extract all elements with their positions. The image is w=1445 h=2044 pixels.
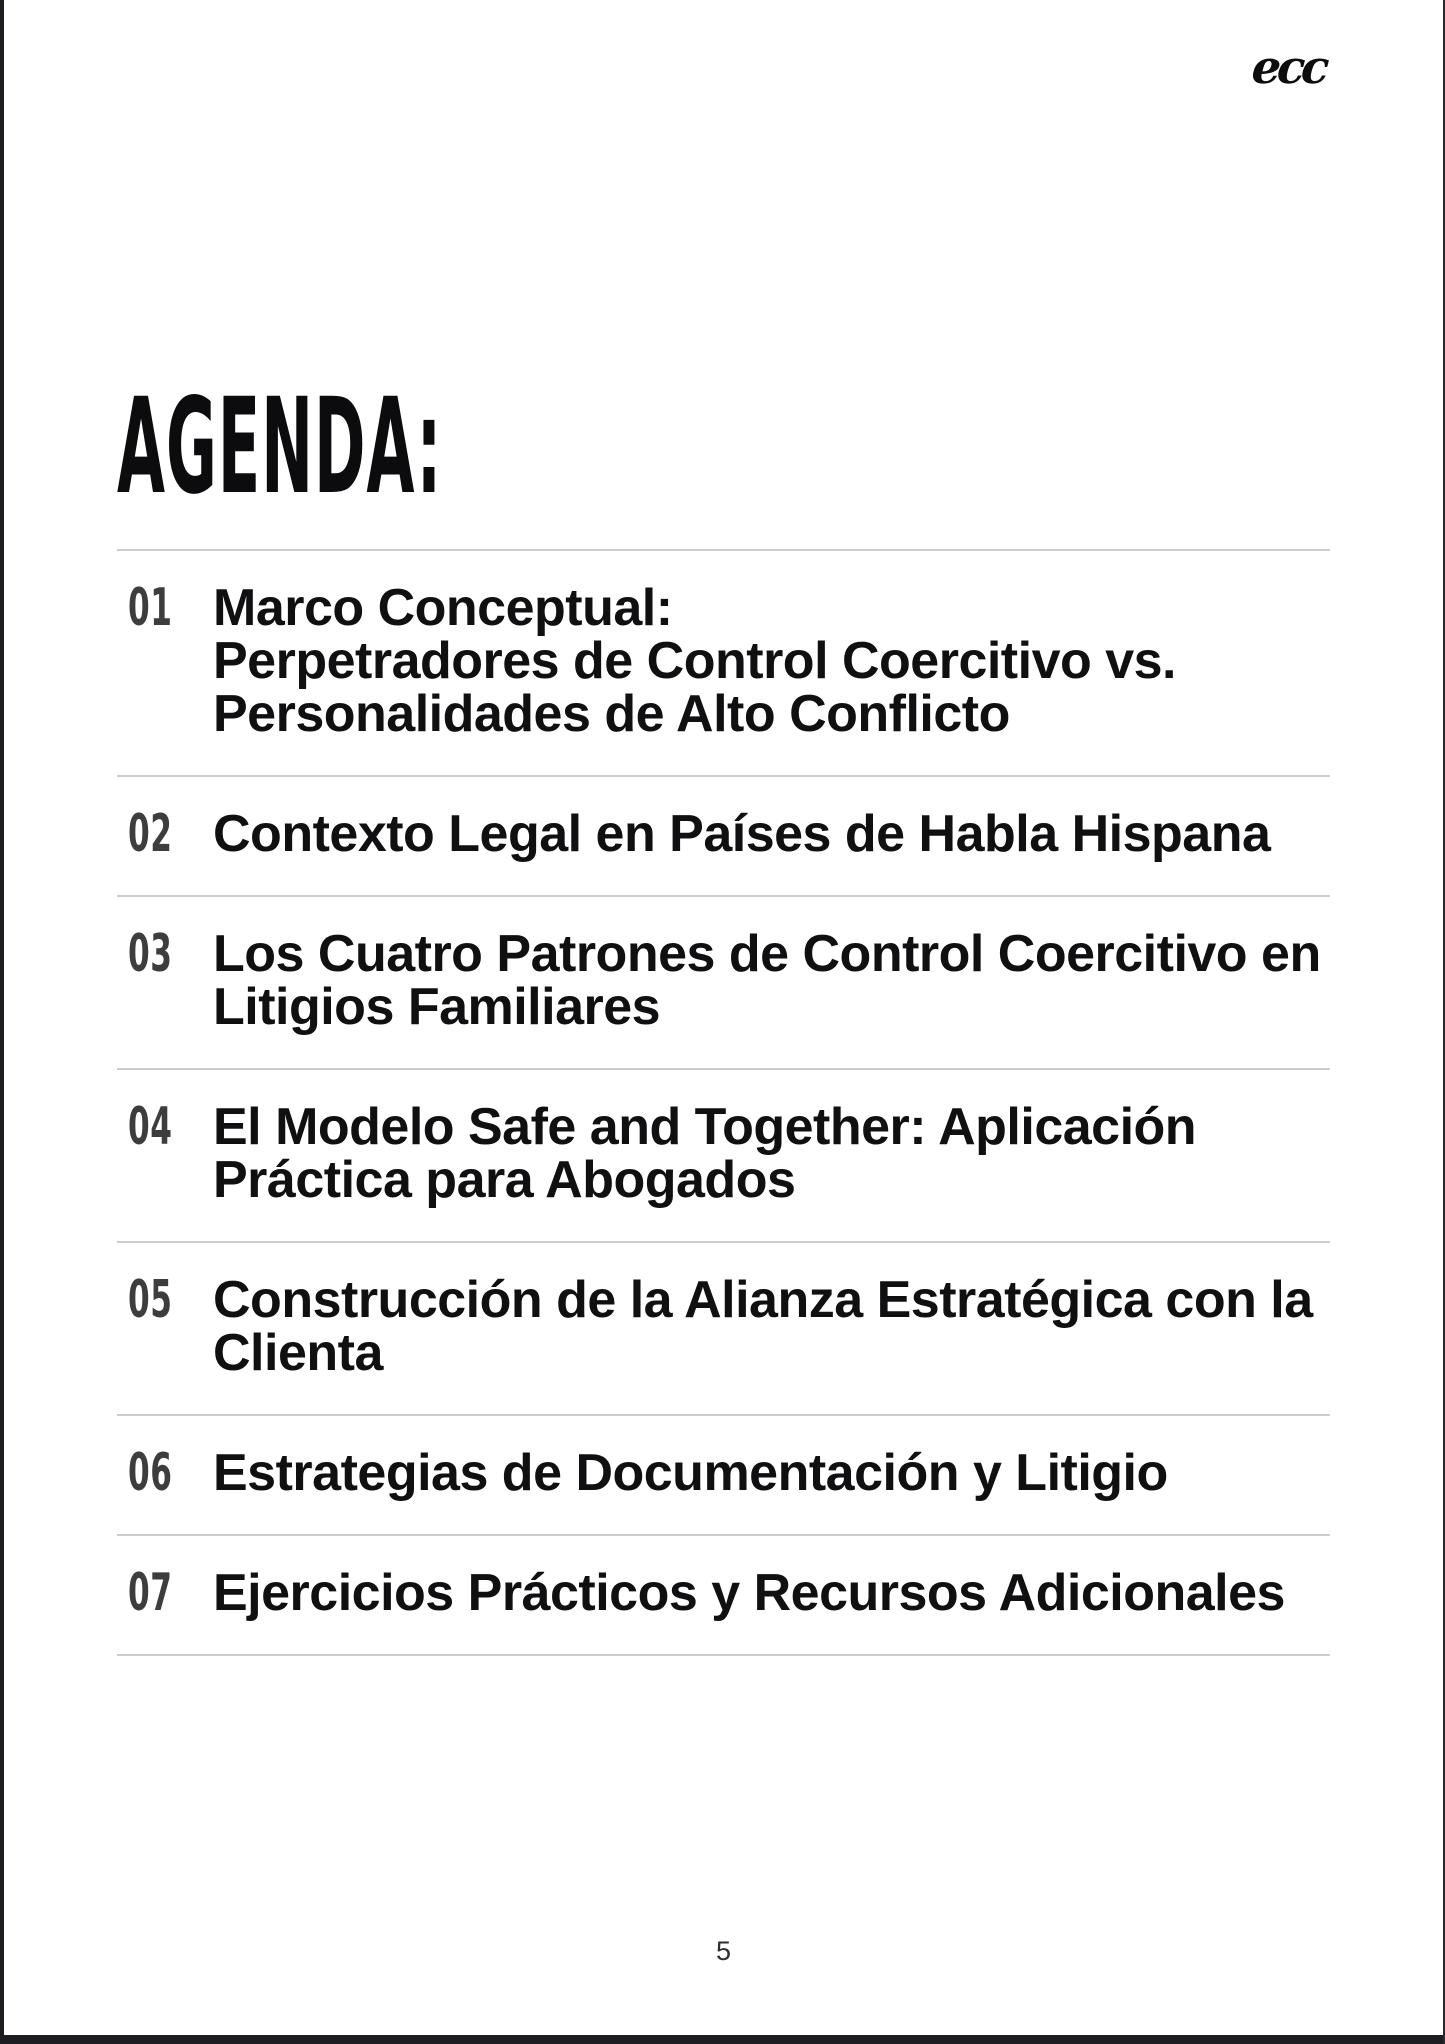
- item-number: 05: [128, 1270, 173, 1330]
- item-title-line: Perpetradores de Control Coercitivo vs.: [213, 632, 1176, 690]
- page-title: AGENDA:: [117, 370, 443, 524]
- agenda-item-row: [117, 775, 1330, 895]
- item-title: [213, 925, 1321, 1036]
- agenda-item-row: [117, 1068, 1330, 1241]
- item-title-line: Los Cuatro Patrones de Control Coercitivo en: [213, 925, 1321, 983]
- item-title-line: Clienta: [213, 1324, 383, 1382]
- item-title-line: Personalidades de Alto Conflicto: [213, 685, 1010, 743]
- item-title: [213, 1444, 1168, 1502]
- item-title-line: Ejercicios Prácticos y Recursos Adicionales: [213, 1564, 1285, 1622]
- agenda-item-number-column: [117, 804, 213, 864]
- page-number: 5: [715, 1936, 732, 1966]
- ecc-logo: ecc: [1249, 40, 1327, 94]
- agenda-list: [117, 549, 1330, 1656]
- item-title: [213, 1564, 1285, 1622]
- item-title-line: El Modelo Safe and Together: Aplicación: [213, 1098, 1197, 1156]
- agenda-item-row: [117, 895, 1330, 1068]
- agenda-item-number-column: [117, 1563, 213, 1623]
- agenda-item-row: [117, 1414, 1330, 1534]
- item-title-line: Construcción de la Alianza Estratégica con la: [213, 1271, 1313, 1329]
- item-title: [213, 1271, 1313, 1382]
- item-title-line: Práctica para Abogados: [213, 1151, 796, 1209]
- bottom-edge-bar: [0, 2035, 1445, 2044]
- item-title-line: Marco Conceptual:: [213, 579, 673, 637]
- item-number: 01: [128, 578, 173, 638]
- item-title: [213, 805, 1271, 863]
- item-number: 06: [128, 1443, 173, 1503]
- agenda-item-number-column: [117, 578, 213, 741]
- agenda-item-row: [117, 1241, 1330, 1414]
- agenda-item-number-column: [117, 924, 213, 1034]
- item-title-line: Contexto Legal en Países de Habla Hispana: [213, 805, 1271, 863]
- item-title: [213, 1098, 1197, 1209]
- agenda-item-number-column: [117, 1443, 213, 1503]
- item-title: [213, 579, 1176, 743]
- item-title-line: Estrategias de Documentación y Litigio: [213, 1444, 1168, 1502]
- item-number: 07: [128, 1563, 173, 1623]
- item-number: 02: [128, 804, 173, 864]
- item-number: 04: [128, 1097, 173, 1157]
- agenda-item-number-column: [117, 1097, 213, 1207]
- agenda-item-row: [117, 1534, 1330, 1654]
- item-title-line: Litigios Familiares: [213, 978, 661, 1036]
- agenda-item-number-column: [117, 1270, 213, 1380]
- item-number: 03: [128, 924, 173, 984]
- agenda-item-row: [117, 549, 1330, 775]
